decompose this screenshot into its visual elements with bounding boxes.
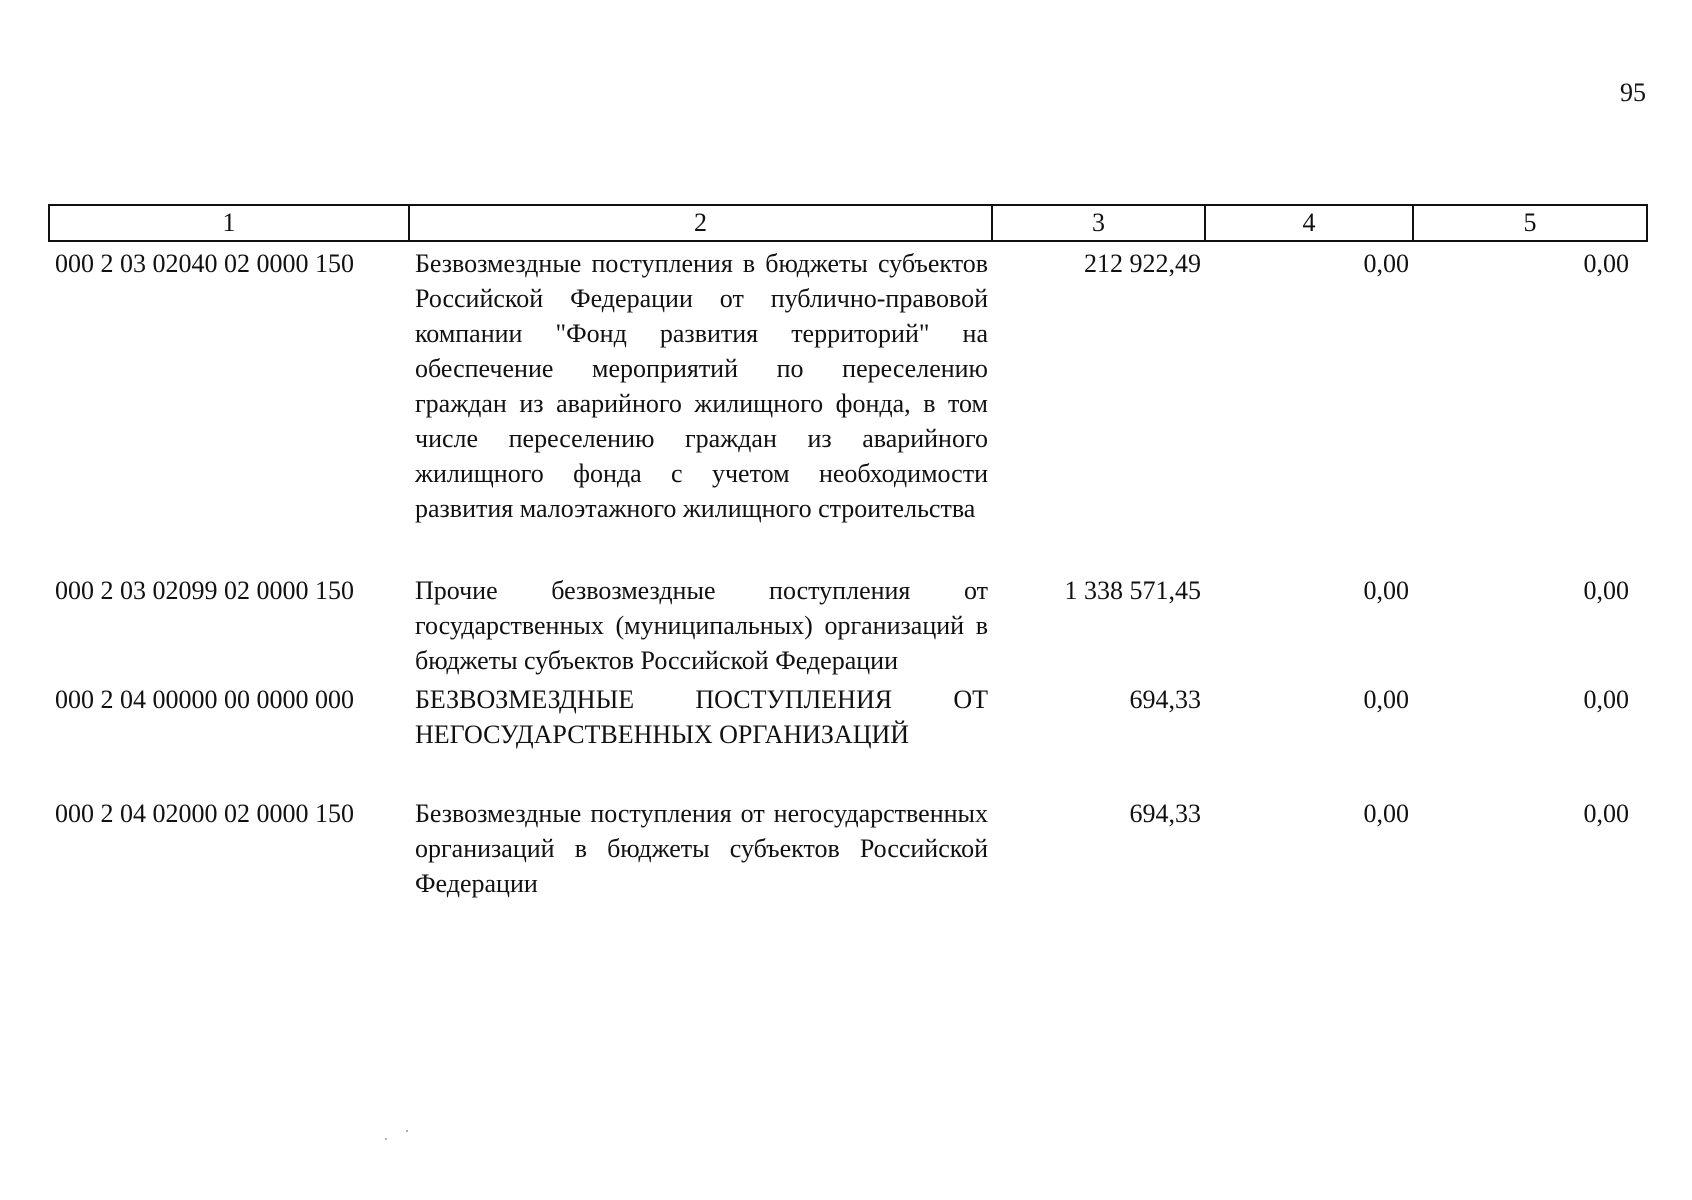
budget-table — [48, 204, 1648, 901]
amount-col-4: 0,00 — [1363, 249, 1409, 278]
income-name: Безвозмездные поступления от негосударственных организаций в бюджеты субъектов Российской Федерации — [415, 799, 988, 898]
table-body — [49, 241, 1647, 901]
amount-col-5: 0,00 — [1583, 576, 1629, 605]
budget-code: 000 2 03 02099 02 0000 150 — [55, 576, 354, 605]
budget-code: 000 2 04 02000 02 0000 150 — [55, 799, 354, 828]
income-name: Прочие безвозмездные поступления от государственных (муниципальных) организаций в бюджеты субъектов Российской Федерации — [415, 576, 988, 675]
amount-col-5: 0,00 — [1583, 685, 1629, 714]
amount-col-4: 0,00 — [1363, 685, 1409, 714]
header-col-5: 5 — [1413, 205, 1647, 241]
table-header — [49, 205, 1647, 241]
income-name: Безвозмездные поступления в бюджеты субъектов Российской Федерации от публично-правовой компании "Фонд развития территорий" на обеспечение мероприятий по переселению граждан из аварийного жилищного фонда, в том числе переселению граждан из аварийного жилищного фонда с учетом необходимости развития малоэтажного жилищного строительства — [415, 249, 988, 523]
budget-code: 000 2 04 00000 00 0000 000 — [55, 685, 354, 714]
header-col-4: 4 — [1205, 205, 1413, 241]
table-row — [49, 241, 1647, 573]
header-row — [49, 205, 1647, 241]
amount-col-3: 1 338 571,45 — [1064, 576, 1201, 605]
amount-col-4: 0,00 — [1363, 576, 1409, 605]
header-col-1: 1 — [49, 205, 409, 241]
page-number: 95 — [1620, 78, 1646, 107]
scan-speck — [383, 1128, 411, 1142]
amount-col-5: 0,00 — [1583, 799, 1629, 828]
amount-col-4: 0,00 — [1363, 799, 1409, 828]
amount-col-3: 694,33 — [1129, 799, 1201, 828]
header-col-3: 3 — [992, 205, 1205, 241]
table-row — [49, 573, 1647, 678]
header-col-2: 2 — [409, 205, 992, 241]
budget-code: 000 2 03 02040 02 0000 150 — [55, 249, 354, 278]
amount-col-3: 212 922,49 — [1084, 249, 1201, 278]
table-row — [49, 678, 1647, 792]
income-name: БЕЗВОЗМЕЗДНЫЕ ПОСТУПЛЕНИЯ ОТ НЕГОСУДАРСТВЕННЫХ ОРГАНИЗАЦИЙ — [415, 685, 988, 749]
table-row — [49, 792, 1647, 901]
amount-col-5: 0,00 — [1583, 249, 1629, 278]
amount-col-3: 694,33 — [1129, 685, 1201, 714]
